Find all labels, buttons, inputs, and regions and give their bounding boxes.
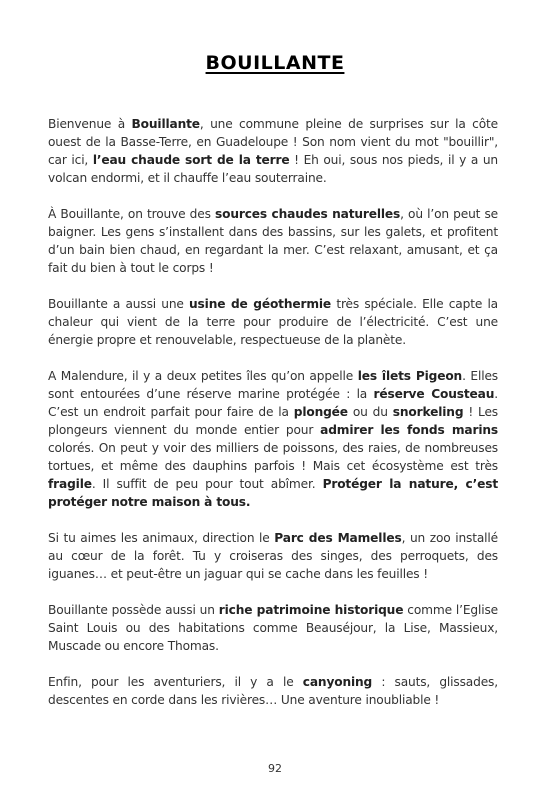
paragraph-intro (48, 115, 498, 187)
text-run: colorés. On peut y voir des milliers de poissons, des raies, de nombreuses tortues, et même des dauphins parfois ! Mais cet écosystème est très (48, 441, 498, 473)
paragraph-heritage (48, 601, 498, 655)
text-run: ! Les plongeurs viennent du monde entier pour (48, 405, 498, 437)
text-run: Enfin, pour les aventuriers, il y a le (48, 675, 303, 689)
bold-text-run: sources chaudes naturelles (215, 207, 401, 221)
bold-text-run: admirer les fonds marins (320, 423, 498, 437)
text-run: comme l’Eglise Saint Louis ou des habitations comme Beauséjour, la Lise, Massieux, Muscade ou encore Thomas. (48, 603, 499, 653)
bold-text-run: Bouillante (131, 117, 200, 131)
bold-text-run: réserve Cousteau (373, 387, 495, 401)
text-run: A Malendure, il y a deux petites îles qu’on appelle (48, 369, 358, 383)
paragraph-hot-springs (48, 205, 498, 277)
text-run: . Elles sont entourées d’une réserve marine protégée : la (48, 369, 498, 401)
text-run: . Il suffit de peu pour tout abîmer. (91, 477, 323, 491)
bold-text-run: snorkeling (392, 405, 464, 419)
paragraph-canyoning (48, 673, 498, 709)
text-run: , où l’on peut se baigner. Les gens s’installent dans des bassins, sur les galets, et profitent d’un bain bien chaud, en regardant la mer. C’est relaxant, amusant, et ça fait du bien à tout le corps ! (48, 207, 498, 275)
bold-text-run: Protéger la nature, c’est protéger notre maison à tous. (48, 477, 498, 509)
text-run: Si tu aimes les animaux, direction le (48, 531, 275, 545)
text-run: Bienvenue à (48, 117, 132, 131)
bold-text-run: riche patrimoine historique (218, 603, 404, 617)
bold-text-run: plongée (293, 405, 348, 419)
text-run: ou du (347, 405, 393, 419)
bold-text-run: l’eau chaude sort de la terre (92, 153, 290, 167)
text-run: , une commune pleine de surprises sur la côte ouest de la Basse-Terre, en Guadeloupe ! Son nom vient du mot "bouillir", car ici, (48, 117, 498, 167)
page-title (0, 52, 550, 74)
bold-text-run: les îlets Pigeon (357, 369, 463, 383)
bold-text-run: usine de géothermie (189, 297, 332, 311)
paragraph-pigeon-islets (48, 367, 498, 511)
bold-text-run: fragile (48, 477, 92, 491)
text-run: , un zoo installé au cœur de la forêt. Tu y croiseras des singes, des perroquets, des iguanes… et peut-être un jaguar qui se cache dans les feuilles ! (48, 531, 499, 581)
text-run: : sauts, glissades, descentes en corde dans les rivières… Une aventure inoubliable ! (48, 675, 498, 707)
text-run: À Bouillante, on trouve des (48, 207, 215, 221)
paragraph-zoo (48, 529, 498, 583)
text-run: ! Eh oui, sous nos pieds, il y a un volcan endormi, et il chauffe l’eau souterraine. (48, 153, 498, 185)
text-run: Bouillante a aussi une (48, 297, 190, 311)
page-number: 92 (268, 762, 282, 775)
page-title-text: BOUILLANTE (205, 52, 345, 74)
text-run: . C’est un endroit parfait pour faire de la (48, 387, 498, 419)
text-run: très spéciale. Elle capte la chaleur qui vient de la terre pour produire de l’électricité. C’est une énergie propre et renouvelable, respectueuse de la planète. (48, 297, 498, 347)
paragraph-geothermal-plant (48, 295, 498, 349)
bold-text-run: Parc des Mamelles (274, 531, 402, 545)
bold-text-run: canyoning (302, 675, 373, 689)
article-body (48, 115, 498, 727)
text-run: Bouillante possède aussi un (48, 603, 219, 617)
